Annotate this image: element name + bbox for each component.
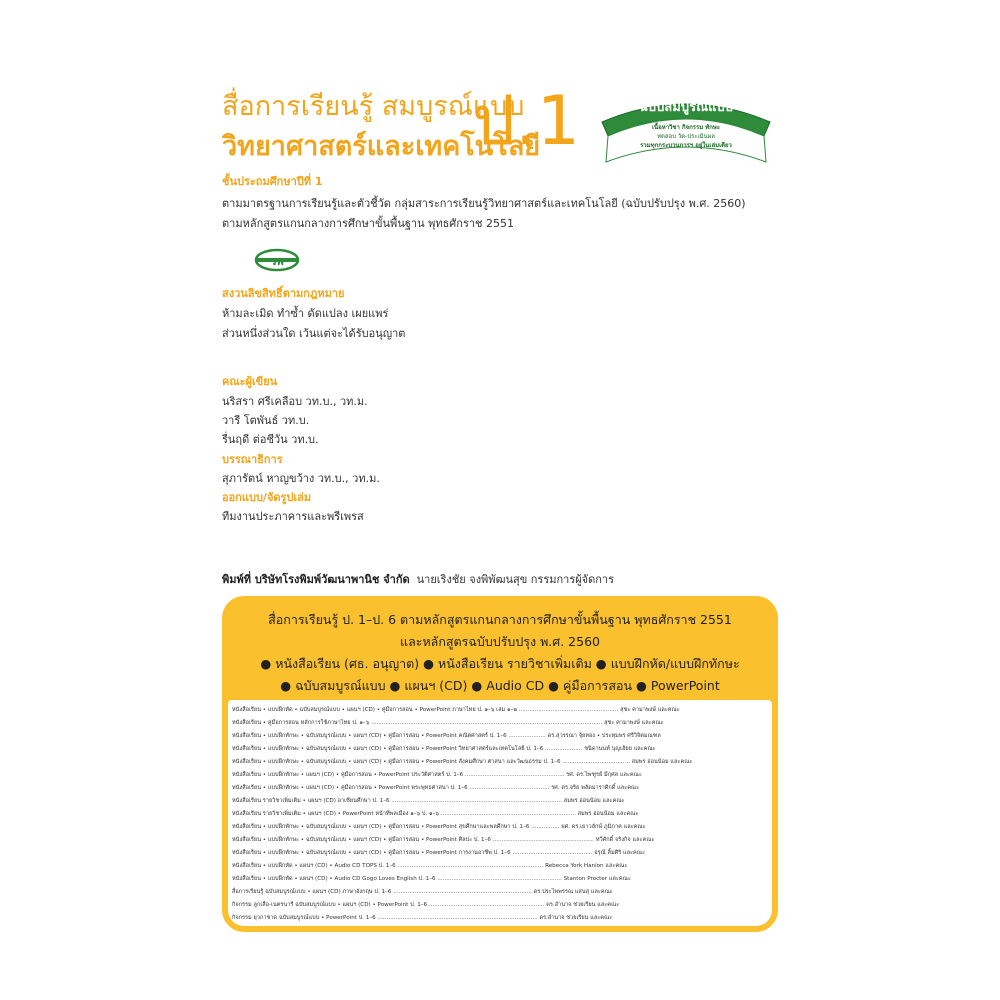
design-heading: ออกแบบ/จัดรูปเล่ม [222, 491, 312, 504]
title-line2: วิทยาศาสตร์และเทคโนโลยี [222, 131, 541, 162]
title-line1: สื่อการเรียนรู้ สมบูรณ์แบบ [222, 91, 525, 122]
list-item: หนังสือเรียน • คู่มือการสอน หลักการใช้ภาษาไทย ป. ๑–๖ .................................................................................................................................. สุชะ คามาพงษ์ และคณะ [232, 720, 664, 726]
product-list [228, 700, 772, 926]
editor-heading: บรรณาธิการ [222, 453, 283, 466]
badge-ribbon-text: ฉบับสมบูรณ์แบบ [638, 100, 734, 115]
list-item: หนังสือเรียน • แบบฝึกทักษะ • แผนฯ (CD) • คู่มือการสอน • PowerPoint ประวัติศาสตร์ ป. 1–6 ........................................................ รศ. ดร.ไพฑูรย์ มีกุศล และคณะ [232, 772, 642, 778]
list-item: หนังสือเรียน • แบบฝึกทักษะ • แผนฯ (CD) • คู่มือการสอน • PowerPoint พระพุทธศาสนา ป. 1–6 ............................................. รศ. ดร.จริย พลัดมาราศิกดิ์ และคณะ [232, 785, 640, 791]
promo-line4: ● ฉบับสมบูรณ์แบบ ● แผนฯ (CD) ● Audio CD ● คู่มือการสอน ● PowerPoint [280, 678, 720, 693]
promo-box [222, 596, 778, 932]
printer-manager: นายเริงชัย จงพิพัฒนสุข กรรมการผู้จัดการ [416, 573, 615, 586]
copyright-heading: สงวนลิขสิทธิ์ตามกฎหมาย [222, 287, 345, 300]
level-heading: ชั้นประถมศึกษาปีที่ 1 [222, 175, 323, 188]
badge-line1: เนื้อหาวิชา กิจกรรม ทักษะ [651, 124, 720, 131]
list-item: หนังสือเรียน รายวิชาเพิ่มเติม • แผนฯ (CD) • PowerPoint หน้าที่พลเมือง ๑–๖ ป. ๑–๖ ............................................................................ สมพร อ่อนน้อม และคณะ [232, 811, 639, 817]
list-item: หนังสือเรียน • แบบฝึกทักษะ • ฉบับสมบูรณ์แบบ • แผนฯ (CD) • คู่มือการสอน • PowerPoint สุขศึกษาและพลศึกษา ป. 1–6 ................ ผศ. ดร.เยาวลักษ์ ภูมิภาค และคณะ [232, 824, 646, 830]
design-name: ทีมงานประภาคารและพรีเพรส [222, 510, 364, 523]
level-line2: ตามหลักสูตรแกนกลางการศึกษาขั้นพื้นฐาน พุทธศักราช 2551 [222, 217, 514, 230]
list-item: หนังสือเรียน รายวิชาเพิ่มเติม • แผนฯ (CD) อาเซียนศึกษา ป. 1–6 ................................................................................................ สมพร อ่อนน้อม และคณะ [232, 798, 625, 804]
grade-label: ป.1 [472, 82, 581, 161]
authors-heading: คณะผู้เขียน [222, 375, 278, 388]
promo-line2: และหลักสูตรฉบับปรับปรุง พ.ศ. 2560 [400, 634, 600, 649]
list-item: กิจกรรม ลูกเสือ-เนตรนารี ฉบับสมบูรณ์แบบ • แผนฯ (CD) • PowerPoint ป. 1–6 ................................................................. ดร.อำนาจ ช่วยเรียน และคณะ [232, 902, 620, 908]
list-item: หนังสือเรียน • แบบฝึกทักษะ • ฉบับสมบูรณ์แบบ • แผนฯ (CD) • คู่มือการสอน • PowerPoint สังคมศึกษา ศาสนา และวัฒนธรรม ป. 1–6 ...................................... สมพร อ่อนน้อม และคณะ [232, 759, 693, 765]
list-item: หนังสือเรียน • แบบฝึกทักษะ • ฉบับสมบูรณ์แบบ • แผนฯ (CD) • คู่มือการสอน • PowerPoint การงานอาชีพ ป. 1–6 ............................................. อรุณี ลิ้มศิริ และคณะ [232, 850, 645, 856]
list-item: สื่อการเรียนรู้ ฉบับสมบูรณ์แบบ • แผนฯ (CD) ภาษาอังกฤษ ป. 1–6 .............................................................................. ดร.ประไพพรรณ แสนสุ และคณะ [232, 889, 613, 895]
editor-name: สุภารัตน์ หาญขว้าง วท.บ., วท.ม. [222, 472, 380, 485]
author-name: วารี โตพันธ์ วท.บ. [222, 414, 310, 427]
edition-badge [598, 88, 774, 166]
list-item: หนังสือเรียน • แบบฝึกทักษะ • ฉบับสมบูรณ์แบบ • แผนฯ (CD) • คู่มือการสอน • PowerPoint วิทยาศาสตร์และเทคโนโลยี ป. 1–6 ..................... ชนิดานนท์ บุญเฮ้ยย และคณะ [232, 746, 656, 752]
author-name: นริสรา ศรีเคลือบ วท.บ., วท.ม. [222, 395, 368, 408]
printer-company: พิมพ์ที่ บริษัทโรงพิมพ์วัฒนาพานิช จำกัด [222, 573, 410, 586]
list-item: หนังสือเรียน • แบบฝึกทักษะ • ฉบับสมบูรณ์แบบ • แผนฯ (CD) • คู่มือการสอน • PowerPoint คณิตศาสตร์ ป. 1–6 ..................... ดร.สุวรรณา จุ้ยทอง • ประทุมพร ศรีวิจิตมณฑล [232, 733, 661, 739]
badge-line2: ทดสอบ วัด-ประเมินผล [657, 133, 715, 140]
publisher-logo [254, 248, 300, 272]
badge-line3: รวมทุกกระบวนการฯ อยู่ในเล่มเดียว [640, 142, 732, 149]
list-item: หนังสือเรียน • แบบฝึกหัด • ฉบับสมบูรณ์แบบ • แผนฯ (CD) • คู่มือการสอน • PowerPoint ภาษาไทย ป. ๑–๖ เล่ม ๑–๒ ........................................................ สุชะ คามาพงษ์ และคณะ [232, 707, 680, 713]
list-item: กิจกรรม ยุวกาชาด ฉบับสมบูรณ์แบบ • PowerPoint ป. 1–6 .......................................................................................... ดร.อำนาจ ช่วยเรียน และคณะ [232, 915, 613, 921]
level-line1: ตามมาตรฐานการเรียนรู้และตัวชี้วัด กลุ่มสาระการเรียนรู้วิทยาศาสตร์และเทคโนโลยี (ฉบับปรับปรุง พ.ศ. 2560) [222, 197, 746, 210]
logo-text: วพ [270, 255, 284, 268]
list-item: หนังสือเรียน • แบบฝึกหัด • แผนฯ (CD) • Audio CD TOPS ป. 1–6 .................................................................................. Rebecca York Hanlon และคณะ [232, 863, 628, 869]
list-item: หนังสือเรียน • แบบฝึกหัด • แผนฯ (CD) • Audio CD Gogo Loves English ป. 1–6 ...................................................................... Stanton Procter และคณะ [232, 876, 631, 882]
copyright-line2: ส่วนหนึ่งส่วนใด เว้นแต่จะได้รับอนุญาต [222, 327, 406, 340]
promo-line3: ● หนังสือเรียน (ศธ. อนุญาต) ● หนังสือเรียน รายวิชาเพิ่มเติม ● แบบฝึกหัด/แบบฝึกทักษะ [260, 656, 740, 671]
printer-line [222, 570, 614, 588]
promo-line1: สื่อการเรียนรู้ ป. 1–ป. 6 ตามหลักสูตรแกนกลางการศึกษาขั้นพื้นฐาน พุทธศักราช 2551 [268, 612, 732, 627]
copyright-line1: ห้ามละเมิด ทำซ้ำ ดัดแปลง เผยแพร่ [222, 307, 389, 320]
author-name: รื่นฤดี ต่อชีวัน วท.บ. [222, 433, 319, 446]
list-item: หนังสือเรียน • แบบฝึกทักษะ • ฉบับสมบูรณ์แบบ • แผนฯ (CD) • คู่มือการสอน • PowerPoint ศิลปะ ป. 1–6 ......................................................... ทวีศักดิ์ จริงกิจ และคณะ [232, 837, 655, 843]
